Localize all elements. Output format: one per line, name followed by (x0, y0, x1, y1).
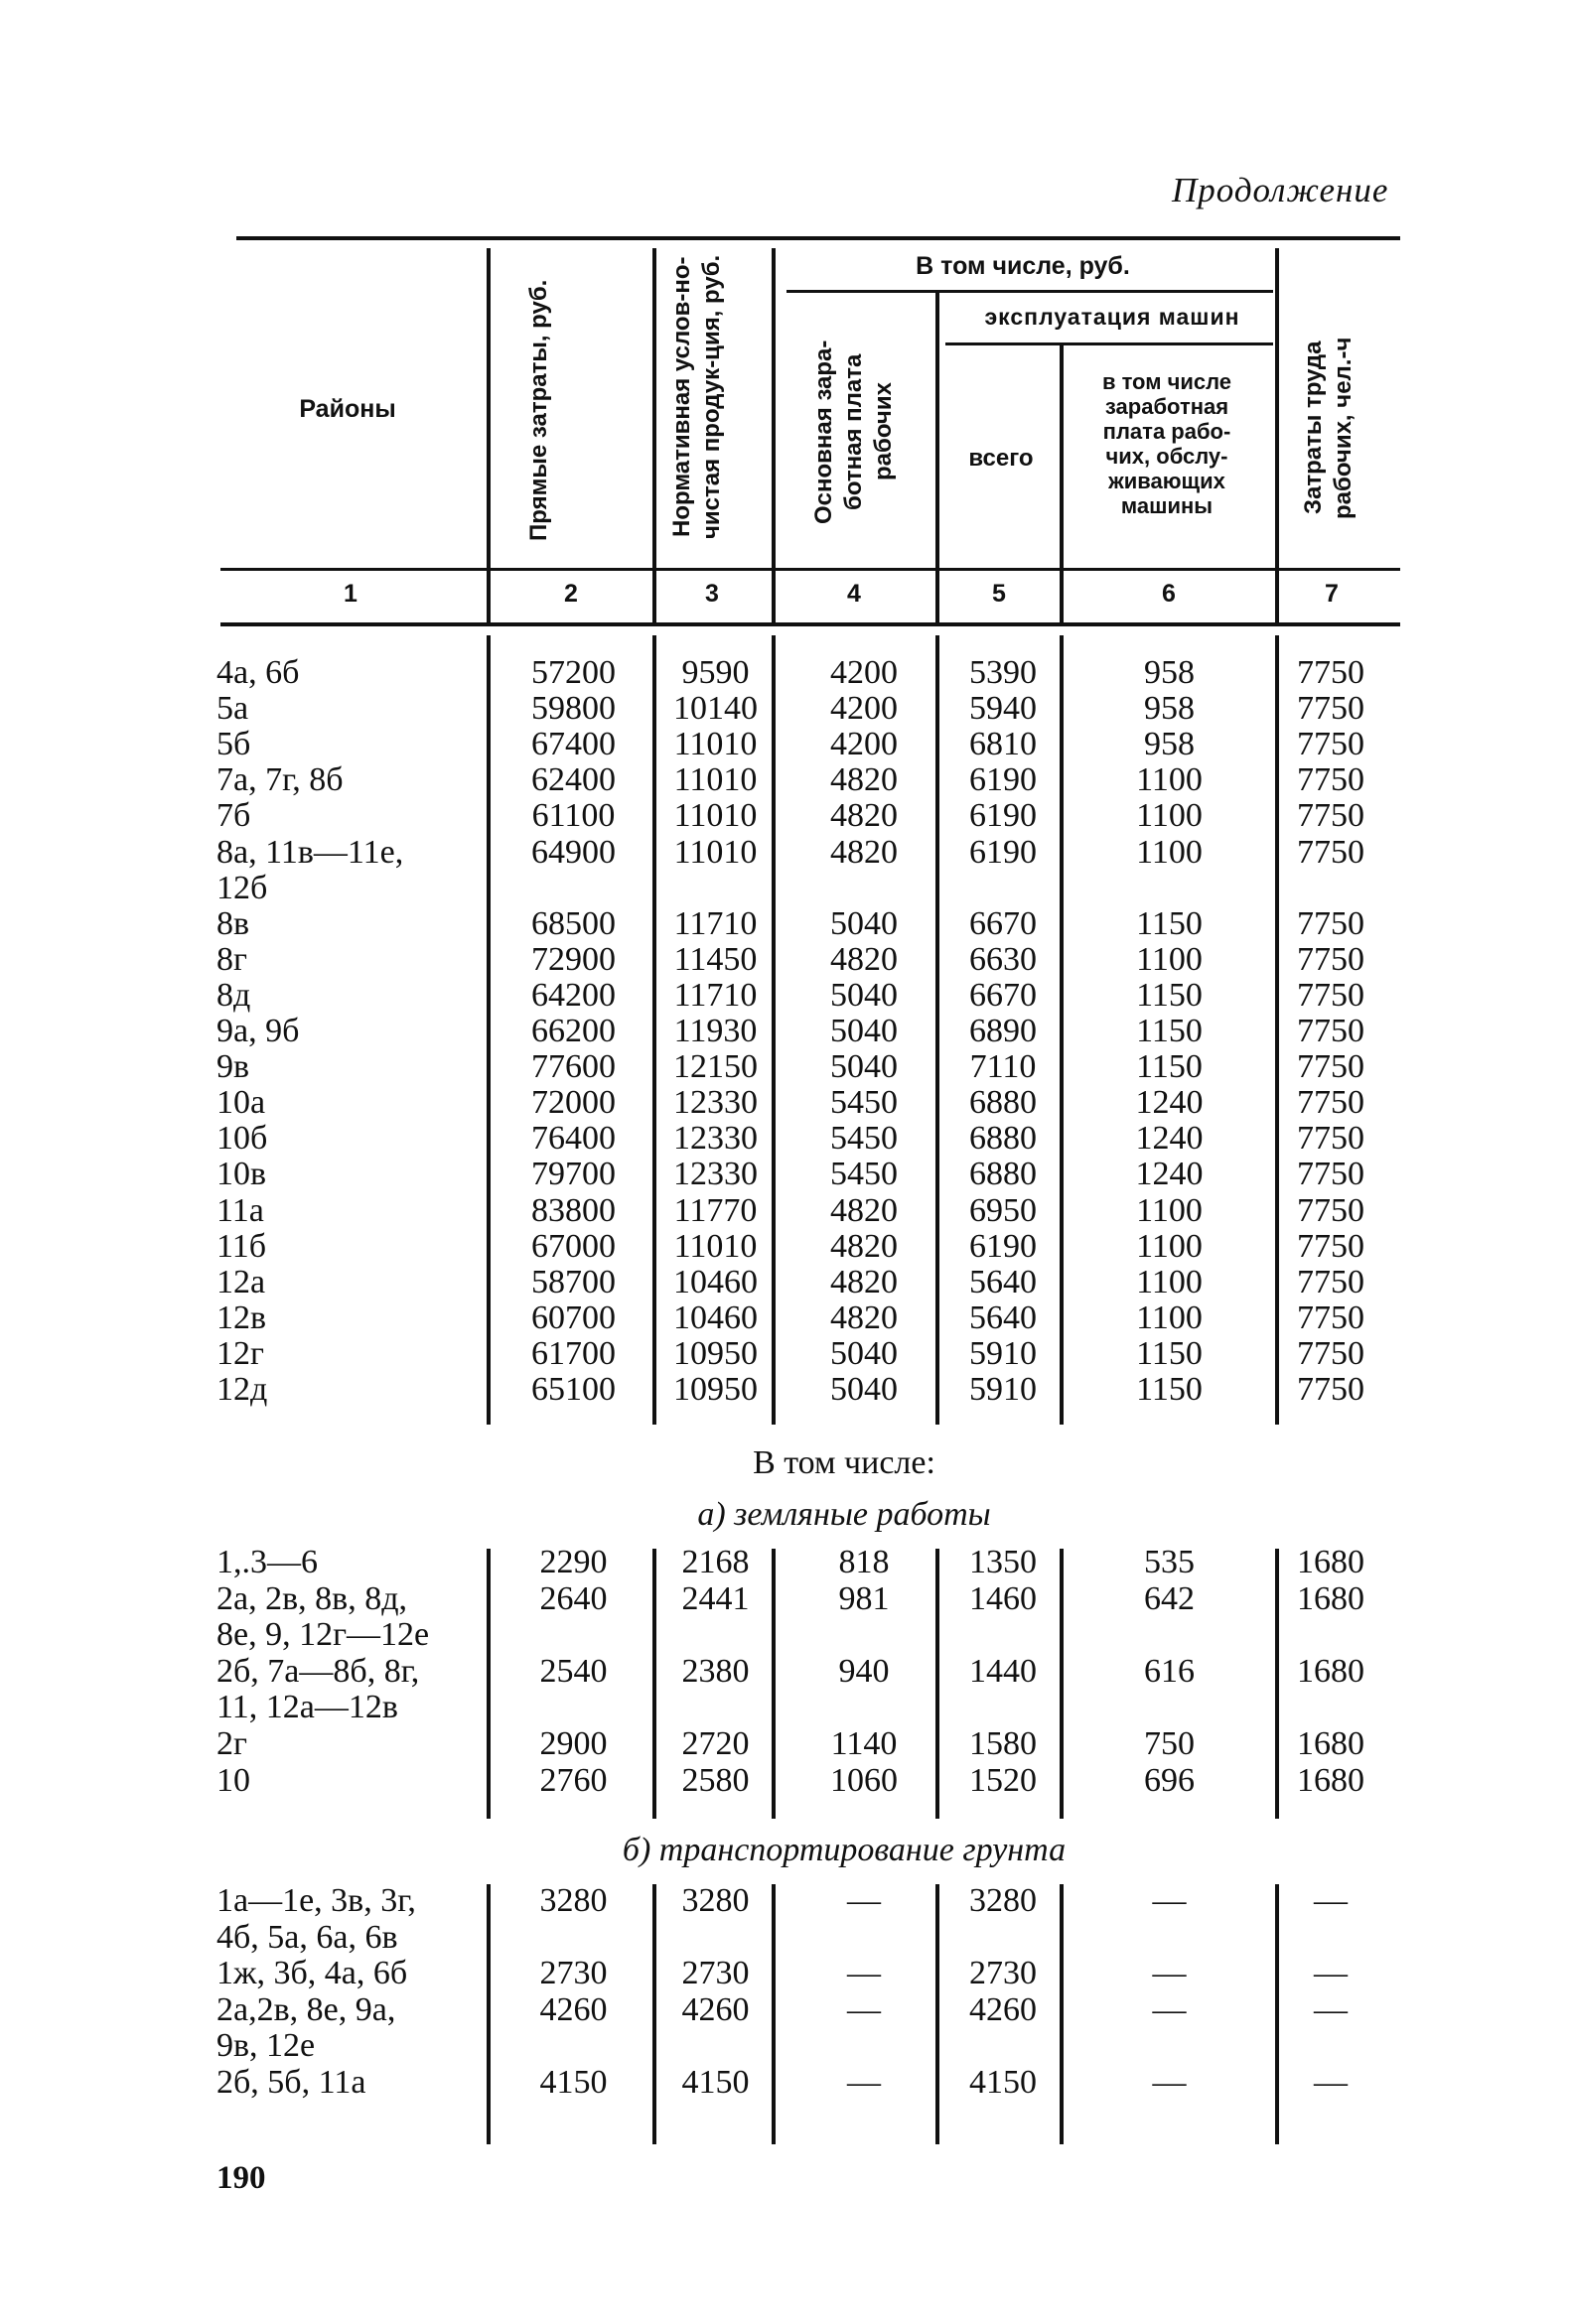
row-value-c3: 12150 (673, 1048, 758, 1086)
row-value-c2: 76400 (531, 1120, 616, 1158)
row-region: 1а—1е, 3в, 3г, (216, 1882, 416, 1919)
column-number-1: 1 (344, 580, 357, 608)
header-machine-operation: эксплуатация машин (984, 304, 1240, 330)
section-b-vline-6 (1275, 1884, 1279, 2144)
row-value-c5: 3280 (969, 1882, 1037, 1919)
section-b-title: б) транспортирование грунта (622, 1832, 1067, 1868)
row-value-c6: 1100 (1136, 797, 1203, 835)
row-value-c6: 696 (1144, 1761, 1195, 1799)
row-region: 10б (216, 1120, 268, 1158)
header-vline-5 (1060, 345, 1064, 625)
row-value-c6: — (1152, 1882, 1187, 1919)
body-vline-2 (652, 635, 656, 1425)
row-value-c4: 4820 (830, 1191, 898, 1229)
row-value-c6: 616 (1144, 1652, 1195, 1690)
section-a-title: а) земляные работы (697, 1496, 991, 1533)
row-value-c2: 67000 (531, 1227, 616, 1265)
row-value-c2: 72000 (531, 1084, 616, 1122)
row-value-c4: 4820 (830, 1299, 898, 1336)
header-vline-3 (772, 248, 776, 625)
row-value-c4: 5040 (830, 1048, 898, 1086)
row-value-c4: 4820 (830, 940, 898, 978)
row-value-c5: 1350 (969, 1544, 1037, 1580)
row-value-c7: 1680 (1297, 1544, 1364, 1580)
row-value-c5: 1520 (969, 1761, 1037, 1799)
row-value-c3: 2720 (681, 1725, 750, 1762)
row-value-c7: — (1314, 1882, 1348, 1919)
row-value-c6: 642 (1144, 1579, 1195, 1617)
row-value-c5: 6810 (969, 726, 1037, 763)
row-value-c6: 1150 (1136, 1371, 1203, 1408)
row-region: 11б (216, 1227, 267, 1265)
row-value-c3: 2168 (681, 1544, 750, 1580)
row-value-c7: 7750 (1297, 1227, 1364, 1265)
row-value-c2: 60700 (531, 1299, 616, 1336)
row-value-c4: 5450 (830, 1156, 898, 1193)
row-value-c6: 1150 (1136, 904, 1203, 942)
section-a-vline-6 (1275, 1549, 1279, 1819)
row-value-c3: 10950 (673, 1371, 758, 1408)
section-a-vline-4 (935, 1549, 939, 1819)
row-value-c7: 7750 (1297, 1120, 1364, 1158)
row-value-c3: 11710 (673, 976, 758, 1014)
row-value-c7: — (1314, 1990, 1348, 2028)
row-value-c6: — (1152, 2064, 1187, 2101)
section-b-vline-5 (1060, 1884, 1064, 2144)
row-value-c4: 5450 (830, 1120, 898, 1158)
row-region: 5а (216, 690, 249, 728)
row-region: 12а (216, 1263, 266, 1300)
row-value-c2: 2540 (539, 1652, 608, 1690)
row-value-c7: 7750 (1297, 761, 1364, 799)
section-a-vline-5 (1060, 1549, 1064, 1819)
row-value-c6: 1100 (1136, 833, 1203, 871)
row-region: 9в, 12е (216, 2027, 316, 2065)
row-value-c4: — (847, 1882, 881, 1919)
row-value-c3: 11770 (673, 1191, 758, 1229)
row-value-c3: 11010 (673, 797, 758, 835)
row-value-c7: 1680 (1297, 1652, 1364, 1690)
row-value-c2: 67400 (531, 726, 616, 763)
row-value-c3: 2580 (681, 1761, 750, 1799)
row-region: 2б, 5б, 11а (216, 2064, 366, 2101)
header-including-rub: В том числе, руб. (916, 252, 1130, 280)
section-b-vline-1 (487, 1884, 491, 2144)
row-value-c5: 6670 (969, 904, 1037, 942)
row-region: 9а, 9б (216, 1013, 300, 1049)
row-value-c5: 1580 (969, 1725, 1037, 1762)
row-region: 8г (216, 940, 247, 978)
row-value-c3: 10460 (673, 1263, 758, 1300)
row-value-c6: — (1152, 1990, 1187, 2028)
header-total: всего (968, 445, 1034, 472)
row-value-c4: 5040 (830, 904, 898, 942)
row-value-c5: 6670 (969, 976, 1037, 1014)
row-value-c2: 79700 (531, 1156, 616, 1193)
body-vline-6 (1275, 635, 1279, 1425)
row-value-c7: 7750 (1297, 726, 1364, 763)
section-a-vline-3 (772, 1549, 776, 1819)
row-value-c3: 2730 (681, 1955, 750, 1992)
row-value-c6: 1240 (1135, 1120, 1204, 1158)
row-value-c5: 6880 (969, 1156, 1037, 1193)
row-region: 2г (216, 1725, 247, 1762)
row-region: 8д (216, 976, 251, 1014)
header-bottom-rule (220, 568, 1400, 571)
column-number-4: 4 (847, 580, 861, 608)
section-a-vline-1 (487, 1549, 491, 1819)
row-region: 8а, 11в—11е, (216, 833, 404, 871)
row-value-c4: 1060 (830, 1761, 898, 1799)
row-value-c6: 1150 (1136, 1334, 1203, 1372)
row-value-c3: 3280 (681, 1882, 750, 1919)
row-value-c4: 5040 (830, 1013, 898, 1049)
row-value-c2: 2290 (539, 1544, 608, 1580)
row-value-c7: 1680 (1297, 1725, 1364, 1762)
row-value-c2: 66200 (531, 1013, 616, 1049)
row-value-c6: 1150 (1136, 976, 1203, 1014)
row-value-c2: 64900 (531, 833, 616, 871)
row-value-c7: 7750 (1297, 1191, 1364, 1229)
row-value-c6: 1240 (1135, 1156, 1204, 1193)
row-value-c6: — (1152, 1955, 1187, 1992)
row-value-c5: 2730 (969, 1955, 1037, 1992)
header-vline-1 (487, 248, 491, 625)
row-value-c5: 5910 (969, 1334, 1037, 1372)
row-value-c2: 4260 (539, 1990, 608, 2028)
row-value-c5: 6630 (969, 940, 1037, 978)
row-value-c4: 4820 (830, 1227, 898, 1265)
row-value-c2: 4150 (539, 2064, 608, 2101)
row-region: 2б, 7а—8б, 8г, (216, 1652, 420, 1690)
row-value-c3: 11010 (673, 761, 758, 799)
row-value-c2: 2760 (539, 1761, 608, 1799)
row-value-c4: 4820 (830, 797, 898, 835)
row-value-c6: 1100 (1136, 1227, 1203, 1265)
column-number-6: 6 (1162, 580, 1176, 608)
body-vline-5 (1060, 635, 1064, 1425)
row-value-c5: 6190 (969, 761, 1037, 799)
including-rule (786, 290, 1273, 293)
row-value-c3: 4260 (681, 1990, 750, 2028)
row-value-c4: 5040 (830, 1371, 898, 1408)
row-region: 2а, 2в, 8в, 8д, (216, 1579, 407, 1617)
row-value-c6: 1100 (1136, 940, 1203, 978)
row-value-c4: — (847, 1990, 881, 2028)
row-value-c4: 4200 (830, 654, 898, 691)
colnum-bottom-rule (220, 622, 1400, 626)
page-number: 190 (216, 2160, 266, 2196)
section-a-vline-2 (652, 1549, 656, 1819)
row-value-c5: 6190 (969, 1227, 1037, 1265)
row-region: 1,.3—6 (216, 1544, 318, 1580)
row-value-c6: 750 (1144, 1725, 1195, 1762)
row-value-c4: 4820 (830, 1263, 898, 1300)
row-value-c7: 7750 (1297, 1334, 1364, 1372)
row-value-c5: 4260 (969, 1990, 1037, 2028)
row-value-c5: 5910 (969, 1371, 1037, 1408)
row-value-c6: 1100 (1136, 1191, 1203, 1229)
row-value-c7: 7750 (1297, 690, 1364, 728)
row-value-c4: 5450 (830, 1084, 898, 1122)
row-value-c5: 6880 (969, 1084, 1037, 1122)
row-value-c3: 12330 (673, 1120, 758, 1158)
row-value-c2: 83800 (531, 1191, 616, 1229)
row-value-c4: 5040 (830, 976, 898, 1014)
row-value-c2: 61700 (531, 1334, 616, 1372)
row-value-c5: 1460 (969, 1579, 1037, 1617)
row-value-c7: — (1314, 1955, 1348, 1992)
row-value-c7: 7750 (1297, 904, 1364, 942)
section-b-vline-2 (652, 1884, 656, 2144)
row-value-c4: 4820 (830, 761, 898, 799)
row-value-c4: 818 (838, 1544, 890, 1580)
header-regions: Районы (299, 395, 396, 423)
column-number-3: 3 (705, 580, 719, 608)
header-normative-net: Нормативная услов-но-чистая продук-ция, руб. (668, 254, 725, 540)
body-vline-3 (772, 635, 776, 1425)
row-value-c3: 2380 (681, 1652, 750, 1690)
section-b-vline-4 (935, 1884, 939, 2144)
row-region: 11, 12а—12в (216, 1689, 398, 1726)
row-value-c6: 535 (1144, 1544, 1195, 1580)
row-value-c2: 65100 (531, 1371, 616, 1408)
row-value-c4: 981 (838, 1579, 890, 1617)
row-value-c3: 2441 (681, 1579, 750, 1617)
row-value-c5: 6950 (969, 1191, 1037, 1229)
row-value-c7: — (1314, 2064, 1348, 2101)
row-value-c3: 11010 (673, 833, 758, 871)
row-region: 4а, 6б (216, 654, 300, 691)
row-value-c2: 61100 (531, 797, 616, 835)
header-top-rule (236, 236, 1400, 240)
row-value-c3: 12330 (673, 1156, 758, 1193)
header-vline-2 (652, 248, 656, 625)
row-value-c3: 11930 (673, 1013, 758, 1049)
column-number-2: 2 (564, 580, 578, 608)
row-value-c7: 7750 (1297, 1013, 1364, 1049)
body-vline-1 (487, 635, 491, 1425)
row-region: 9в (216, 1048, 250, 1086)
row-region: 1ж, 3б, 4а, 6б (216, 1955, 408, 1992)
row-value-c3: 12330 (673, 1084, 758, 1122)
row-value-c7: 7750 (1297, 1263, 1364, 1300)
row-value-c3: 10140 (673, 690, 758, 728)
row-value-c7: 7750 (1297, 1084, 1364, 1122)
continued-label: Продолжение (1172, 171, 1389, 209)
row-value-c2: 59800 (531, 690, 616, 728)
header-labor-costs: Затраты труда рабочих, чел.-ч (1300, 337, 1357, 519)
machines-rule (945, 342, 1273, 345)
row-value-c6: 1150 (1136, 1013, 1203, 1049)
row-value-c2: 64200 (531, 976, 616, 1014)
row-value-c5: 1440 (969, 1652, 1037, 1690)
row-value-c6: 1100 (1136, 1263, 1203, 1300)
row-value-c5: 4150 (969, 2064, 1037, 2101)
row-value-c5: 6190 (969, 833, 1037, 871)
row-value-c4: — (847, 1955, 881, 1992)
row-value-c6: 1240 (1135, 1084, 1204, 1122)
row-value-c4: 5040 (830, 1334, 898, 1372)
row-value-c6: 958 (1144, 726, 1195, 763)
row-value-c3: 10950 (673, 1334, 758, 1372)
row-value-c5: 5940 (969, 690, 1037, 728)
row-region: 7б (216, 797, 251, 835)
row-value-c5: 5390 (969, 654, 1037, 691)
row-value-c2: 2640 (539, 1579, 608, 1617)
header-vline-4 (935, 293, 939, 625)
row-region: 12г (216, 1334, 264, 1372)
row-region: 10а (216, 1084, 266, 1122)
row-region: 8в (216, 904, 250, 942)
column-number-7: 7 (1325, 580, 1339, 608)
row-value-c2: 2900 (539, 1725, 608, 1762)
row-region: 4б, 5а, 6а, 6в (216, 1918, 398, 1956)
row-value-c7: 7750 (1297, 833, 1364, 871)
row-region: 10 (216, 1761, 250, 1799)
row-value-c7: 7750 (1297, 1156, 1364, 1193)
row-region: 2а,2в, 8е, 9а, (216, 1990, 396, 2028)
row-value-c4: 1140 (830, 1725, 898, 1762)
row-region: 7а, 7г, 8б (216, 761, 344, 799)
row-value-c5: 6190 (969, 797, 1037, 835)
row-value-c5: 6890 (969, 1013, 1037, 1049)
row-value-c7: 7750 (1297, 1299, 1364, 1336)
row-value-c3: 11450 (673, 940, 758, 978)
row-value-c3: 10460 (673, 1299, 758, 1336)
row-value-c6: 958 (1144, 690, 1195, 728)
row-region: 8е, 9, 12г—12е (216, 1616, 430, 1654)
row-value-c3: 11010 (673, 726, 758, 763)
row-value-c6: 1100 (1136, 761, 1203, 799)
row-value-c7: 7750 (1297, 976, 1364, 1014)
column-number-5: 5 (992, 580, 1006, 608)
row-value-c6: 1100 (1136, 1299, 1203, 1336)
row-value-c2: 58700 (531, 1263, 616, 1300)
row-value-c5: 7110 (969, 1048, 1037, 1086)
row-value-c2: 68500 (531, 904, 616, 942)
header-direct-costs: Прямые затраты, руб. (525, 279, 552, 541)
row-value-c3: 9590 (681, 654, 750, 691)
row-value-c4: — (847, 2064, 881, 2101)
row-value-c3: 4150 (681, 2064, 750, 2101)
row-value-c2: 72900 (531, 940, 616, 978)
row-value-c4: 4200 (830, 726, 898, 763)
row-value-c7: 7750 (1297, 1371, 1364, 1408)
row-region: 11а (216, 1191, 264, 1229)
row-region: 10в (216, 1156, 267, 1193)
including-label: В том числе: (753, 1444, 935, 1481)
row-value-c7: 1680 (1297, 1579, 1364, 1617)
row-value-c7: 7750 (1297, 940, 1364, 978)
row-value-c7: 1680 (1297, 1761, 1364, 1799)
row-value-c2: 77600 (531, 1048, 616, 1086)
row-value-c2: 62400 (531, 761, 616, 799)
row-value-c3: 11010 (673, 1227, 758, 1265)
row-value-c4: 4200 (830, 690, 898, 728)
row-value-c6: 958 (1144, 654, 1195, 691)
header-machine-wages: в том числе заработная плата рабо-чих, обслу-живающих машины (1101, 369, 1232, 518)
body-vline-4 (935, 635, 939, 1425)
row-value-c2: 3280 (539, 1882, 608, 1919)
section-b-vline-3 (772, 1884, 776, 2144)
row-value-c2: 57200 (531, 654, 616, 691)
row-value-c7: 7750 (1297, 1048, 1364, 1086)
row-value-c5: 5640 (969, 1263, 1037, 1300)
row-value-c4: 940 (838, 1652, 890, 1690)
row-region: 12д (216, 1371, 268, 1408)
row-value-c7: 7750 (1297, 654, 1364, 691)
row-value-c2: 2730 (539, 1955, 608, 1992)
row-region: 12в (216, 1299, 267, 1336)
row-value-c4: 4820 (830, 833, 898, 871)
header-vline-6 (1275, 248, 1279, 625)
row-value-c3: 11710 (673, 904, 758, 942)
row-value-c5: 5640 (969, 1299, 1037, 1336)
row-value-c7: 7750 (1297, 797, 1364, 835)
row-region: 12б (216, 869, 268, 906)
row-value-c6: 1150 (1136, 1048, 1203, 1086)
header-base-wages: Основная зара-ботная плата рабочих (810, 340, 897, 524)
row-region: 5б (216, 726, 251, 763)
row-value-c5: 6880 (969, 1120, 1037, 1158)
